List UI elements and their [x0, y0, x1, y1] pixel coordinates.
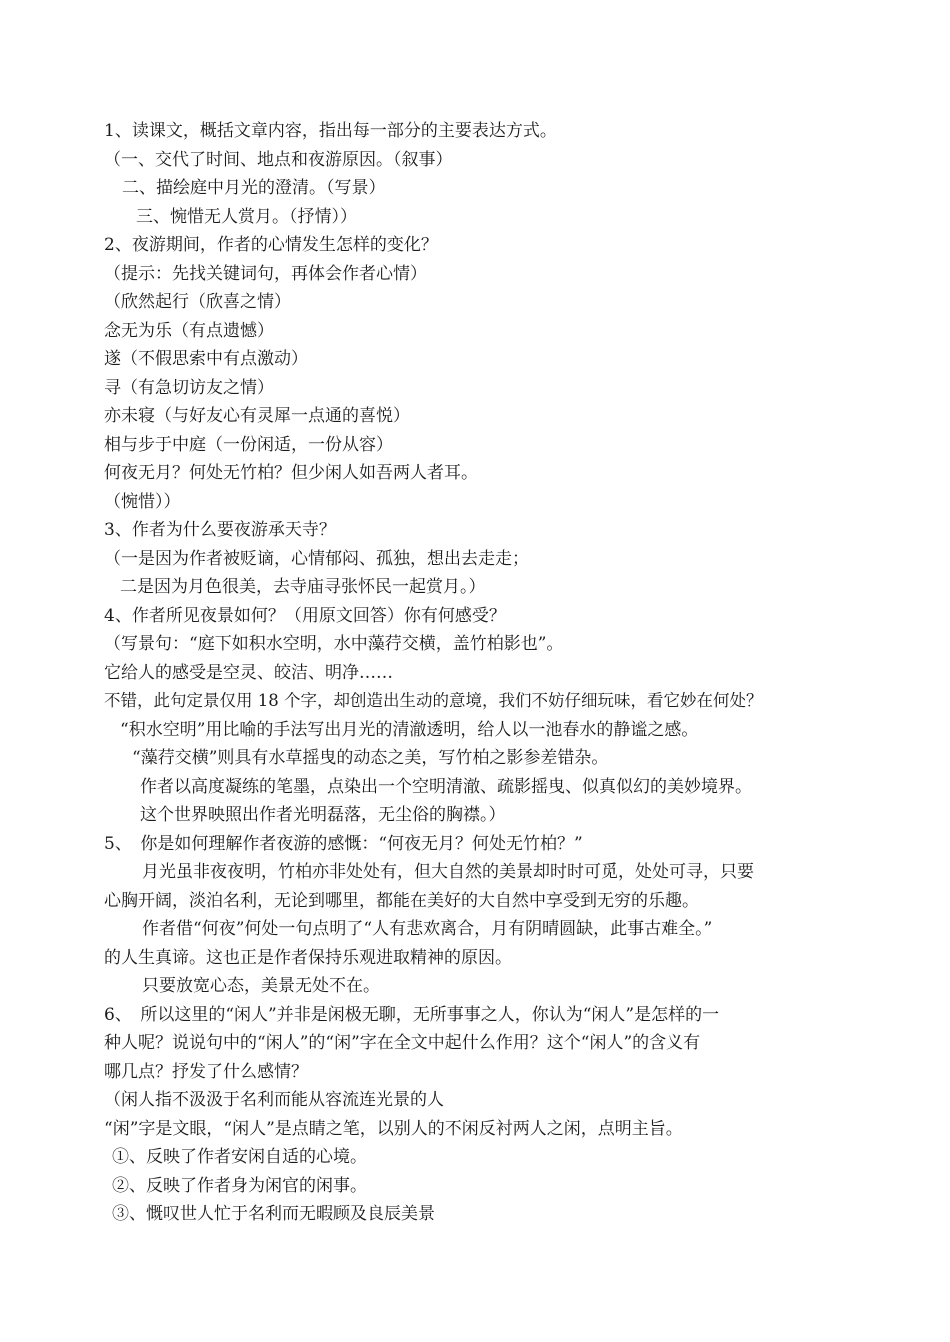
- text-line: （写景句：“庭下如积水空明，水中藻荇交横，盖竹柏影也”。: [104, 634, 564, 654]
- text-line: （欣然起行（欣喜之情）: [104, 292, 291, 312]
- text-line: “藻荇交横”则具有水草摇曳的动态之美，写竹柏之影参差错杂。: [132, 748, 609, 768]
- text-line: 作者借“何夜”何处一句点明了“人有悲欢离合，月有阴晴圆缺，此事古难全。”: [142, 919, 713, 939]
- text-line: “积水空明”用比喻的手法写出月光的清澈透明，给人以一池春水的静谧之感。: [120, 720, 699, 740]
- text-line: 只要放宽心态，美景无处不在。: [142, 976, 380, 996]
- text-line: 寻（有急切访友之情）: [104, 378, 274, 398]
- text-line: 遂（不假思索中有点激动）: [104, 349, 308, 369]
- text-line: 这个世界映照出作者光明磊落，无尘俗的胸襟。）: [140, 805, 506, 825]
- text-line: 种人呢？说说句中的“闲人”的“闲”字在全文中起什么作用？这个“闲人”的含义有: [104, 1033, 701, 1053]
- text-line: 2、夜游期间，作者的心情发生怎样的变化？: [104, 235, 438, 255]
- text-line: 相与步于中庭（一份闲适，一份从容）: [104, 435, 393, 455]
- text-line: （闲人指不汲汲于名利而能从容流连光景的人: [104, 1090, 444, 1110]
- text-line: 月光虽非夜夜明，竹柏亦非处处有，但大自然的美景却时时可觅，处处可寻，只要: [142, 862, 754, 882]
- text-line: （一、交代了时间、地点和夜游原因。（叙事）: [104, 150, 453, 170]
- text-line: 1、读课文，概括文章内容，指出每一部分的主要表达方式。: [104, 121, 557, 141]
- text-line: 三、惋惜无人赏月。（抒情））: [136, 207, 357, 227]
- text-line: （提示：先找关键词句，再体会作者心情）: [104, 264, 427, 284]
- text-line: 哪几点？抒发了什么感情？: [104, 1062, 308, 1082]
- text-line: 念无为乐（有点遗憾）: [104, 321, 274, 341]
- text-line: 二、描绘庭中月光的澄清。（写景）: [122, 178, 386, 198]
- text-line: （一是因为作者被贬谪，心情郁闷、孤独，想出去走走；: [104, 549, 529, 569]
- text-line: 作者以高度凝练的笔墨，点染出一个空明清澈、疏影摇曳、似真似幻的美妙境界。: [140, 777, 752, 797]
- text-line: ②、反映了作者身为闲官的闲事。: [112, 1176, 367, 1196]
- text-line: 的人生真谛。这也正是作者保持乐观进取精神的原因。: [104, 948, 512, 968]
- text-line: （惋惜））: [104, 492, 181, 512]
- text-line: 二是因为月色很美，去寺庙寻张怀民一起赏月。）: [120, 577, 486, 597]
- text-line: 不错，此句定景仅用 18 个字，却创造出生动的意境，我们不妨仔细玩味，看它妙在何处？: [104, 691, 763, 710]
- text-line: ①、反映了作者安闲自适的心境。: [112, 1147, 367, 1167]
- text-line: ③、慨叹世人忙于名利而无暇顾及良辰美景: [112, 1204, 435, 1224]
- text-line: 4、作者所见夜景如何？（用原文回答）你有何感受？: [104, 606, 506, 626]
- text-line: 亦未寝（与好友心有灵犀一点通的喜悦）: [104, 406, 410, 426]
- text-line: 何夜无月？何处无竹柏？但少闲人如吾两人者耳。: [104, 463, 478, 483]
- text-line: 它给人的感受是空灵、皎洁、明净……: [104, 663, 393, 683]
- text-line: 心胸开阔，淡泊名利，无论到哪里，都能在美好的大自然中享受到无穷的乐趣。: [104, 891, 699, 911]
- text-line: 6、 所以这里的“闲人”并非是闲极无聊，无所事事之人，你认为“闲人”是怎样的一: [104, 1005, 720, 1025]
- text-line: “闲”字是文眼，“闲人”是点睛之笔，以别人的不闲反衬两人之闲，点明主旨。: [104, 1119, 683, 1139]
- text-line: 5、 你是如何理解作者夜游的感慨：“何夜无月？何处无竹柏？”: [104, 834, 583, 854]
- text-line: 3、作者为什么要夜游承天寺？: [104, 520, 336, 540]
